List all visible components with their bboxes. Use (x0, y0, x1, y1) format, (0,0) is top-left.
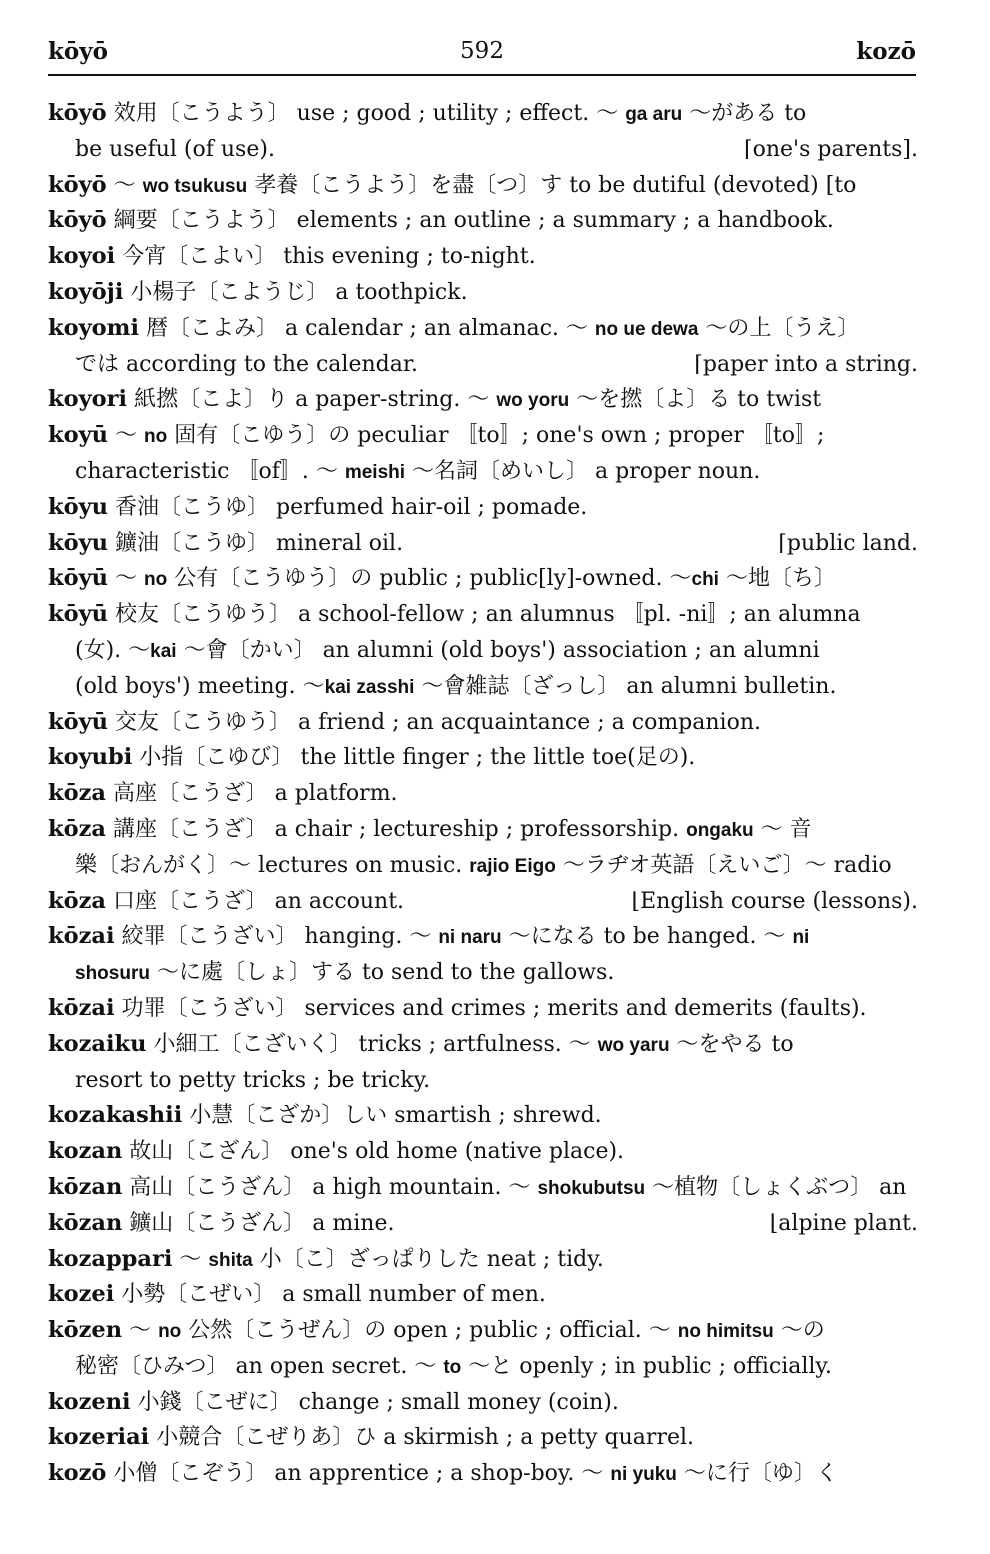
romanized-phrase: shokubutsu (537, 1177, 646, 1199)
definition-text: ～植物〔しょくぶつ〕 an (645, 1174, 907, 1200)
entry-line (48, 490, 918, 526)
definition-text: ～ (172, 1246, 209, 1272)
romanized-phrase: kai (150, 640, 177, 662)
entry-line (48, 776, 918, 812)
headword: kozaiku (48, 1030, 147, 1057)
romanized-phrase: rajio Eigo (469, 855, 556, 877)
entry-line (48, 884, 918, 920)
definition-text: 綱要〔こうよう〕 elements ; an outline ; a summary ; a handbook. (106, 208, 834, 234)
definition-text: 故山〔こざん〕 one's old home (native place). (122, 1139, 625, 1165)
headword: kōyū (48, 565, 109, 592)
headword: kōyō (48, 207, 107, 234)
romanized-phrase: shosuru (75, 963, 150, 985)
entry-line (48, 919, 918, 955)
headword: koyōji (48, 278, 124, 305)
definition-text: characteristic 〚of〛. ～ (75, 458, 345, 484)
definition-text: ～會雑誌〔ざっし〕 an alumni bulletin. (414, 673, 837, 699)
definition-text: be useful (of use). (75, 136, 275, 162)
overflow-continuation: ⌈paper into a string. (680, 347, 918, 383)
entry-line (48, 239, 918, 275)
definition-text: 小競合〔こぜりあ〕ひ a skirmish ; a petty quarrel. (149, 1425, 695, 1451)
definition-text: ～がある to (682, 101, 807, 126)
entry-line (48, 1134, 918, 1170)
header-last-word: kozō (856, 38, 916, 65)
entry-line (48, 1313, 918, 1349)
definition-text: 小細工〔こざいく〕 tricks ; artfulness. ～ (146, 1031, 598, 1057)
entry-line (48, 561, 918, 597)
definition-text: 鑛山〔こうざん〕 a mine. (122, 1210, 395, 1236)
running-header (48, 38, 916, 68)
entry-line (48, 526, 918, 562)
headword: kōyū (48, 601, 109, 628)
definition-text: 小指〔こゆび〕 the little finger ; the little toe(足の). (132, 745, 696, 771)
entry-line (48, 382, 918, 418)
headword: kōzen (48, 1317, 123, 1344)
entry-line (48, 991, 918, 1027)
definition-text: 孝養〔こうよう〕を盡〔つ〕す to be dutiful (devoted) [to (247, 172, 857, 198)
entry-line (48, 669, 918, 705)
headword: kōzan (48, 1209, 123, 1236)
headword: kozappari (48, 1245, 173, 1272)
definition-text: 絞罪〔こうざい〕 hanging. ～ (114, 924, 439, 950)
headword: kozei (48, 1281, 115, 1308)
entry-line (48, 597, 918, 633)
romanized-phrase: ni (792, 927, 810, 949)
entry-line (48, 1242, 918, 1278)
entry-line (48, 848, 918, 884)
headword: kozeriai (48, 1424, 150, 1451)
romanized-phrase: ongaku (686, 819, 754, 841)
romanized-phrase: chi (691, 569, 719, 591)
definition-text: では according to the calendar. (75, 351, 418, 377)
headword: kōza (48, 780, 106, 807)
definition-text: ～になる to be hanged. ～ (501, 924, 793, 950)
entry-line (48, 418, 918, 454)
entry-line (48, 1385, 918, 1421)
definition-text: 小僧〔こぞう〕 an apprentice ; a shop-boy. ～ (106, 1461, 611, 1487)
entry-line (48, 1098, 918, 1134)
entry-line (48, 1170, 918, 1206)
page-number: 592 (460, 38, 504, 64)
entry-line (48, 203, 918, 239)
headword: koyori (48, 386, 128, 413)
definition-text: 小楊子〔こようじ〕 a toothpick. (123, 279, 468, 305)
headword: kōzai (48, 994, 115, 1021)
entry-line (48, 812, 918, 848)
definition-text: ～と openly ; in public ; officially. (461, 1353, 832, 1379)
headword: kōza (48, 815, 106, 842)
headword: kozō (48, 1460, 107, 1487)
headword: kōza (48, 887, 106, 914)
definition-text: ～に行〔ゆ〕く (676, 1461, 838, 1487)
definition-text: 小〔こ〕ざっぱりした neat ; tidy. (252, 1246, 604, 1272)
headword: kozeni (48, 1388, 131, 1415)
definition-text: ～名詞〔めいし〕 a proper noun. (405, 458, 761, 484)
romanized-phrase: no (144, 426, 168, 448)
overflow-continuation: ⌈public land. (764, 526, 918, 562)
entry-line (48, 275, 918, 311)
definition-text: 鑛油〔こうゆ〕 mineral oil. (108, 530, 404, 556)
definition-text: 高座〔こうざ〕 a platform. (105, 781, 398, 807)
entry-line (48, 96, 918, 132)
definition-text: 小慧〔こざか〕しい smartish ; shrewd. (182, 1103, 602, 1129)
entry-line (48, 1206, 918, 1242)
definition-text: ～ (122, 1318, 159, 1344)
entry-line (48, 1027, 918, 1063)
romanized-phrase: no (158, 1321, 182, 1343)
headword: kōyu (48, 493, 109, 520)
romanized-phrase: ni yuku (610, 1464, 677, 1486)
entry-line (48, 1277, 918, 1313)
romanized-phrase: kai zasshi (324, 676, 415, 698)
definition-text: 口座〔こうざ〕 an account. (105, 888, 405, 914)
entry-line (48, 705, 918, 741)
definition-text: 講座〔こうざ〕 a chair ; lectureship ; professorship. (105, 816, 687, 842)
entry-line (48, 740, 918, 776)
entry-line (48, 311, 918, 347)
definition-text: 交友〔こうゆう〕 a friend ; an acquaintance ; a companion. (108, 709, 761, 735)
headword: kōzai (48, 923, 115, 950)
definition-text: 固有〔こゆう〕の peculiar 〚to〛; one's own ; proper 〚to〛; (167, 423, 825, 449)
header-first-word: kōyō (48, 38, 108, 65)
romanized-phrase: meishi (344, 461, 406, 483)
definition-text: 秘密〔ひみつ〕 an open secret. ～ (75, 1353, 444, 1379)
definition-text: 樂〔おんがく〕～ lectures on music. (75, 852, 470, 878)
romanized-phrase: no (144, 569, 168, 591)
definition-text: ～地〔ち〕 (718, 566, 836, 592)
entry-list (48, 96, 918, 1492)
entry-line (48, 1420, 918, 1456)
definition-text: 公然〔こうぜん〕の open ; public ; official. ～ (181, 1318, 678, 1344)
romanized-phrase: wo yoru (496, 390, 570, 412)
romanized-phrase: to (443, 1356, 462, 1378)
entry-line (48, 347, 918, 383)
headword: kozan (48, 1138, 123, 1165)
overflow-continuation: ⌊alpine plant. (756, 1206, 918, 1242)
headword: koyū (48, 422, 109, 449)
definition-text: ～ラヂオ英語〔えいご〕～ radio (555, 852, 892, 878)
header-rule (48, 74, 916, 76)
definition-text: ～會〔かい〕 an alumni (old boys') association ; an alumni (176, 637, 820, 663)
definition-text: 效用〔こうよう〕 use ; good ; utility ; effect. ～ (106, 101, 626, 126)
definition-text: 公有〔こうゆう〕の public ; public[ly]-owned. ～ (167, 566, 692, 592)
headword: kōyō (48, 171, 107, 198)
romanized-phrase: no ue dewa (594, 318, 699, 340)
headword: koyoi (48, 243, 116, 270)
overflow-continuation: ⌊English course (lessons). (618, 884, 918, 920)
headword: kōyū (48, 708, 109, 735)
definition-text: resort to petty tricks ; be tricky. (75, 1067, 431, 1093)
romanized-phrase: shita (208, 1249, 253, 1271)
overflow-continuation: ⌈one's parents]. (730, 132, 918, 168)
definition-text: ～の (773, 1318, 825, 1344)
romanized-phrase: wo tsukusu (142, 175, 248, 197)
entry-line (48, 955, 918, 991)
definition-text: ～ 音 (753, 816, 812, 842)
headword: kōzan (48, 1173, 123, 1200)
headword: kozakashii (48, 1102, 183, 1129)
definition-text: 紙撚〔こよ〕り a paper-string. ～ (127, 387, 497, 413)
definition-text: 小勢〔こぜい〕 a small number of men. (114, 1282, 546, 1308)
entry-line (48, 132, 918, 168)
definition-text: 今宵〔こよい〕 this evening ; to-night. (115, 244, 536, 270)
definition-text: ～に處〔しょ〕する to send to the gallows. (149, 960, 615, 986)
entry-line (48, 1456, 918, 1492)
headword: koyomi (48, 314, 140, 341)
romanized-phrase: wo yaru (597, 1034, 670, 1056)
definition-text: 校友〔こうゆう〕 a school-fellow ; an alumnus 〚pl. -ni〛; an alumna (108, 602, 861, 628)
entry-line (48, 1063, 918, 1099)
headword: kōyu (48, 529, 109, 556)
definition-text: ～ (108, 423, 145, 449)
romanized-phrase: ni naru (438, 927, 502, 949)
romanized-phrase: ga aru (625, 104, 683, 125)
definition-text: 香油〔こうゆ〕 perfumed hair-oil ; pomade. (108, 494, 588, 520)
romanized-phrase: no himitsu (677, 1321, 774, 1343)
definition-text: 暦〔こよみ〕 a calendar ; an almanac. ～ (139, 315, 595, 341)
headword: kōyō (48, 100, 107, 126)
definition-text: (女). ～ (75, 637, 151, 663)
definition-text: 高山〔こうざん〕 a high mountain. ～ (122, 1174, 538, 1200)
definition-text: ～ (106, 172, 143, 198)
definition-text: (old boys') meeting. ～ (75, 673, 325, 699)
definition-text: 功罪〔こうざい〕 services and crimes ; merits and demerits (faults). (114, 995, 867, 1021)
definition-text: ～ (108, 566, 145, 592)
definition-text: ～を撚〔よ〕る to twist (569, 387, 822, 413)
definition-text: 小錢〔こぜに〕 change ; small money (coin). (130, 1389, 619, 1415)
entry-line (48, 454, 918, 490)
entry-line (48, 633, 918, 669)
headword: koyubi (48, 744, 133, 771)
definition-text: ～をやる to (669, 1031, 794, 1057)
entry-line (48, 1349, 918, 1385)
entry-line (48, 168, 918, 204)
definition-text: ～の上〔うえ〕 (698, 315, 860, 341)
